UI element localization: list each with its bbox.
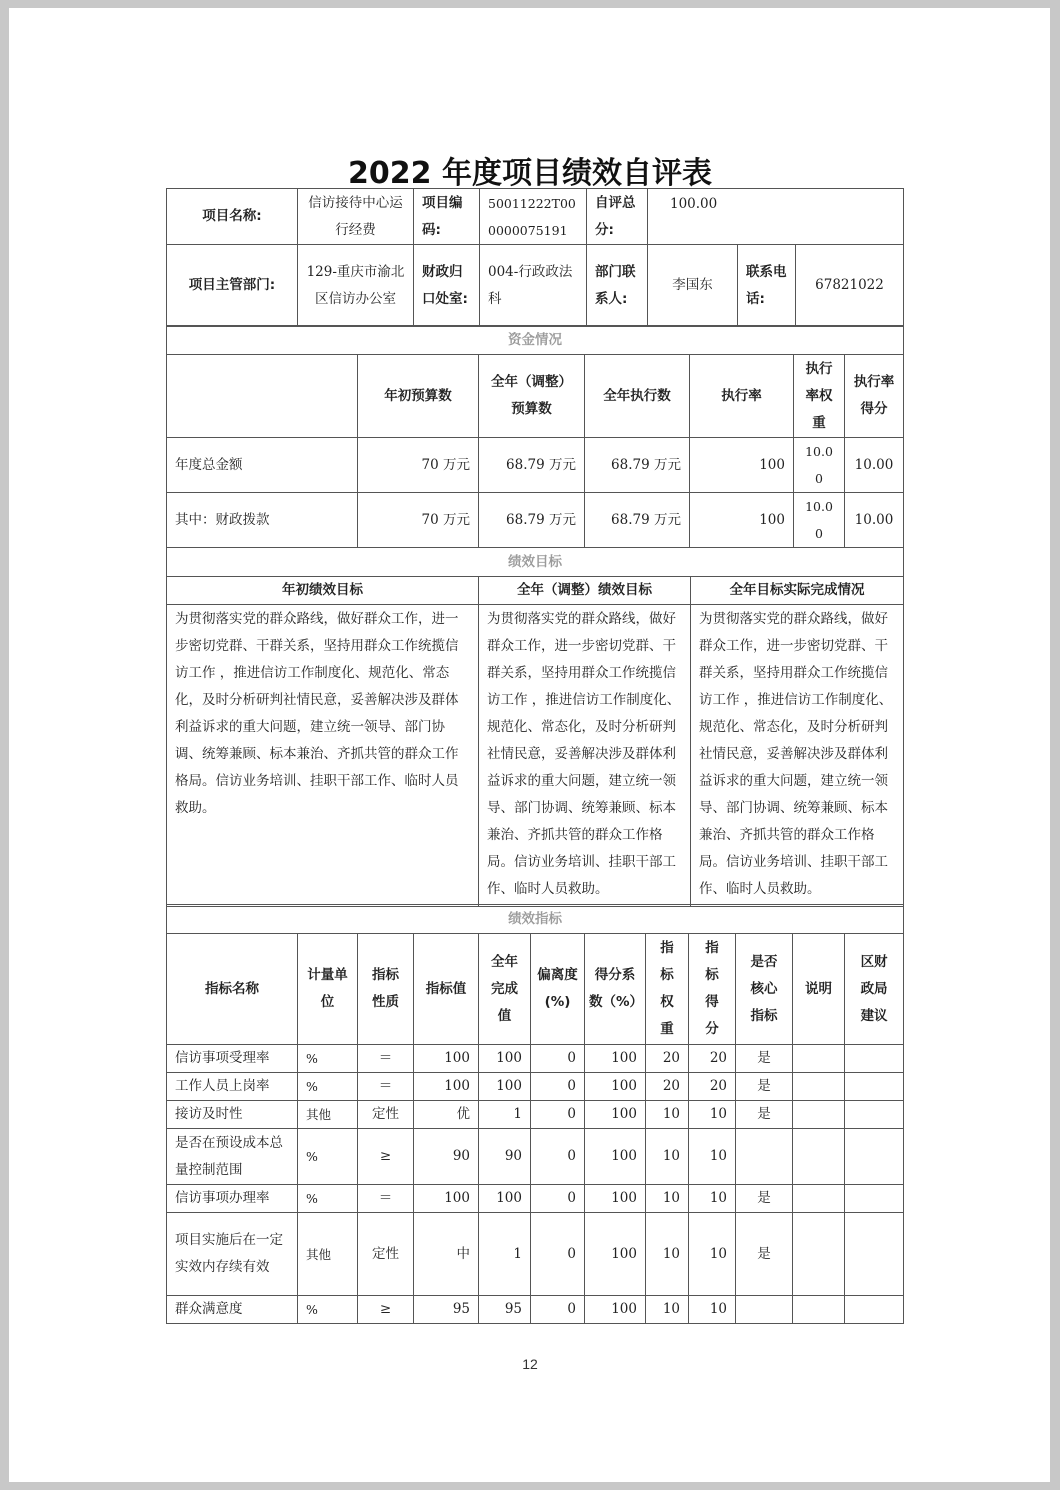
indicator-unit: % (298, 1296, 358, 1324)
indicator-done: 1 (479, 1213, 531, 1296)
funds-score: 10.00 (845, 438, 904, 493)
indicator-dev: 0 (531, 1213, 585, 1296)
indicator-name: 群众满意度 (167, 1296, 298, 1324)
indicator-dev: 0 (531, 1185, 585, 1213)
indicator-advice (845, 1129, 904, 1185)
indicator-name: 项目实施后在一定实效内存续有效 (167, 1213, 298, 1296)
funds-budget: 70 万元 (358, 438, 479, 493)
funds-header: 全年（调整）预算数 (479, 355, 585, 438)
indicator-score: 20 (689, 1073, 736, 1101)
indicator-score: 10 (689, 1101, 736, 1129)
indicator-dev: 0 (531, 1073, 585, 1101)
dept-label: 项目主管部门: (167, 245, 298, 327)
indicator-advice (845, 1213, 904, 1296)
indicator-coef: 100 (585, 1045, 646, 1073)
indicator-score: 20 (689, 1045, 736, 1073)
indicator-weight: 10 (646, 1129, 689, 1185)
table-row (167, 1045, 904, 1073)
indicator-done: 100 (479, 1185, 531, 1213)
indicator-core: 是 (736, 1073, 793, 1101)
contact: 李国东 (648, 245, 738, 327)
indicator-name: 工作人员上岗率 (167, 1073, 298, 1101)
project-code-label: 项目编码: (414, 189, 480, 245)
ind-header: 指标值 (414, 934, 479, 1045)
indicator-name: 信访事项受理率 (167, 1045, 298, 1073)
table-row (167, 1296, 904, 1324)
indicator-done: 100 (479, 1045, 531, 1073)
indicator-unit: 其他 (298, 1213, 358, 1296)
page-title: 2022 年度项目绩效自评表 (348, 156, 712, 191)
indicator-advice (845, 1073, 904, 1101)
funds-header: 执行率得分 (845, 355, 904, 438)
table-row (167, 1185, 904, 1213)
funds-rate: 100 (690, 438, 794, 493)
indicator-weight: 20 (646, 1073, 689, 1101)
funds-header: 执行率权重 (794, 355, 845, 438)
indicator-target: 90 (414, 1129, 479, 1185)
total-score: 100.00 (648, 189, 904, 245)
funds-executed: 68.79 万元 (585, 438, 690, 493)
ind-header: 得分系数（%） (585, 934, 646, 1045)
finance-label: 财政归口处室: (414, 245, 480, 327)
indicator-note (793, 1296, 845, 1324)
indicator-score: 10 (689, 1213, 736, 1296)
indicator-core: 是 (736, 1185, 793, 1213)
indicator-nature: ＝ (358, 1185, 414, 1213)
goal-actual: 为贯彻落实党的群众路线，做好群众工作，进一步密切党群、干群关系，坚持用群众工作统揽信访工作 ，推进信访工作制度化、规范化、常态化，及时分析研判社情民意，妥善解决涉及群体利益诉求的重大问题，建立统一领导、部门协调、统筹兼顾、标本兼治、齐抓共管的群众工作格局。信访业务培训、挂职干部工作、临时人员救助。 (691, 605, 904, 907)
indicator-unit: 其他 (298, 1101, 358, 1129)
table-row (167, 1073, 904, 1101)
funds-header: 年初预算数 (358, 355, 479, 438)
indicator-core (736, 1296, 793, 1324)
ind-header: 区财政局建议 (845, 934, 904, 1045)
project-name: 信访接待中心运行经费 (298, 189, 414, 245)
project-name-label: 项目名称: (167, 189, 298, 245)
indicator-name: 信访事项办理率 (167, 1185, 298, 1213)
indicator-core: 是 (736, 1045, 793, 1073)
funds-row-name: 其中：财政拨款 (167, 493, 358, 548)
indicator-coef: 100 (585, 1101, 646, 1129)
indicator-done: 90 (479, 1129, 531, 1185)
indicator-done: 100 (479, 1073, 531, 1101)
indicator-nature: ＝ (358, 1073, 414, 1101)
goal-initial: 为贯彻落实党的群众路线，做好群众工作，进一步密切党群、干群关系，坚持用群众工作统揽信访工作 ，推进信访工作制度化、规范化、常态化，及时分析研判社情民意，妥善解决涉及群体利益诉求的重大问题，建立统一领导、部门协调、统筹兼顾、标本兼治、齐抓共管的群众工作格局。信访业务培训、挂职干部工作、临时人员救助。 (167, 605, 479, 907)
funds-header: 执行率 (690, 355, 794, 438)
indicator-core (736, 1129, 793, 1185)
indicator-done: 95 (479, 1296, 531, 1324)
indicator-score: 10 (689, 1296, 736, 1324)
ind-header: 指标名称 (167, 934, 298, 1045)
indicator-name: 接访及时性 (167, 1101, 298, 1129)
indicator-dev: 0 (531, 1045, 585, 1073)
funds-section-title: 资金情况 (167, 326, 904, 355)
funds-table (166, 325, 904, 548)
funds-row-name: 年度总金额 (167, 438, 358, 493)
indicator-unit: % (298, 1045, 358, 1073)
funds-weight: 10.00 (794, 438, 845, 493)
table-row (167, 1213, 904, 1296)
indicator-advice (845, 1296, 904, 1324)
indicator-coef: 100 (585, 1185, 646, 1213)
ind-header: 偏离度(%) (531, 934, 585, 1045)
indicator-core: 是 (736, 1101, 793, 1129)
dept: 129-重庆市渝北区信访办公室 (298, 245, 414, 327)
goals-table (166, 547, 904, 907)
finance-office: 004-行政政法科 (480, 245, 587, 327)
indicator-weight: 10 (646, 1213, 689, 1296)
score-label: 自评总分: (587, 189, 648, 245)
indicator-nature: ≥ (358, 1129, 414, 1185)
indicator-weight: 20 (646, 1045, 689, 1073)
indicator-coef: 100 (585, 1073, 646, 1101)
page-number: 12 (522, 1356, 538, 1372)
indicator-score: 10 (689, 1185, 736, 1213)
indicator-note (793, 1129, 845, 1185)
indicator-score: 10 (689, 1129, 736, 1185)
goal-adjusted: 为贯彻落实党的群众路线，做好群众工作，进一步密切党群、干群关系，坚持用群众工作统揽信访工作 ，推进信访工作制度化、规范化、常态化，及时分析研判社情民意，妥善解决涉及群体利益诉求的重大问题，建立统一领导、部门协调、统筹兼顾、标本兼治、齐抓共管的群众工作格局。信访业务培训、挂职干部工作、临时人员救助。 (479, 605, 691, 907)
indicator-coef: 100 (585, 1213, 646, 1296)
ind-header: 计量单位 (298, 934, 358, 1045)
funds-adjusted: 68.79 万元 (479, 493, 585, 548)
indicator-nature: 定性 (358, 1101, 414, 1129)
ind-header: 全年完成值 (479, 934, 531, 1045)
indicator-advice (845, 1101, 904, 1129)
goals-header: 年初绩效目标 (167, 577, 479, 605)
funds-header-blank (167, 355, 358, 438)
indicator-target: 优 (414, 1101, 479, 1129)
indicator-note (793, 1213, 845, 1296)
indicator-unit: % (298, 1185, 358, 1213)
indicator-nature: ＝ (358, 1045, 414, 1073)
indicator-coef: 100 (585, 1296, 646, 1324)
indicator-note (793, 1073, 845, 1101)
indicator-done: 1 (479, 1101, 531, 1129)
indicators-table (166, 904, 904, 1324)
funds-weight: 10.00 (794, 493, 845, 548)
indicator-coef: 100 (585, 1129, 646, 1185)
indicator-dev: 0 (531, 1129, 585, 1185)
ind-header: 指标得分 (689, 934, 736, 1045)
indicator-target: 100 (414, 1185, 479, 1213)
funds-executed: 68.79 万元 (585, 493, 690, 548)
indicator-dev: 0 (531, 1296, 585, 1324)
table-row (167, 1129, 904, 1185)
table-row (167, 1101, 904, 1129)
indicators-section-title: 绩效指标 (167, 905, 904, 934)
indicator-nature: ≥ (358, 1296, 414, 1324)
funds-rate: 100 (690, 493, 794, 548)
indicator-weight: 10 (646, 1185, 689, 1213)
indicator-target: 95 (414, 1296, 479, 1324)
indicator-unit: % (298, 1129, 358, 1185)
ind-header: 指标权重 (646, 934, 689, 1045)
indicator-target: 中 (414, 1213, 479, 1296)
project-info-table (166, 188, 904, 327)
indicator-note (793, 1101, 845, 1129)
goals-section-title: 绩效目标 (167, 548, 904, 577)
indicator-core: 是 (736, 1213, 793, 1296)
funds-header: 全年执行数 (585, 355, 690, 438)
ind-header: 说明 (793, 934, 845, 1045)
indicator-advice (845, 1045, 904, 1073)
ind-header: 是否核心指标 (736, 934, 793, 1045)
indicator-weight: 10 (646, 1101, 689, 1129)
indicator-target: 100 (414, 1045, 479, 1073)
indicator-note (793, 1045, 845, 1073)
funds-budget: 70 万元 (358, 493, 479, 548)
goals-header: 全年（调整）绩效目标 (479, 577, 691, 605)
indicator-weight: 10 (646, 1296, 689, 1324)
indicator-dev: 0 (531, 1101, 585, 1129)
indicator-target: 100 (414, 1073, 479, 1101)
indicator-unit: % (298, 1073, 358, 1101)
phone: 67821022 (796, 245, 904, 327)
indicator-note (793, 1185, 845, 1213)
ind-header: 指标性质 (358, 934, 414, 1045)
indicator-nature: 定性 (358, 1213, 414, 1296)
phone-label: 联系电话: (738, 245, 796, 327)
indicator-advice (845, 1185, 904, 1213)
funds-score: 10.00 (845, 493, 904, 548)
goals-header: 全年目标实际完成情况 (691, 577, 904, 605)
funds-adjusted: 68.79 万元 (479, 438, 585, 493)
contact-label: 部门联系人: (587, 245, 648, 327)
indicator-name: 是否在预设成本总量控制范围 (167, 1129, 298, 1185)
project-code: 50011222T000000075191 (480, 189, 587, 245)
